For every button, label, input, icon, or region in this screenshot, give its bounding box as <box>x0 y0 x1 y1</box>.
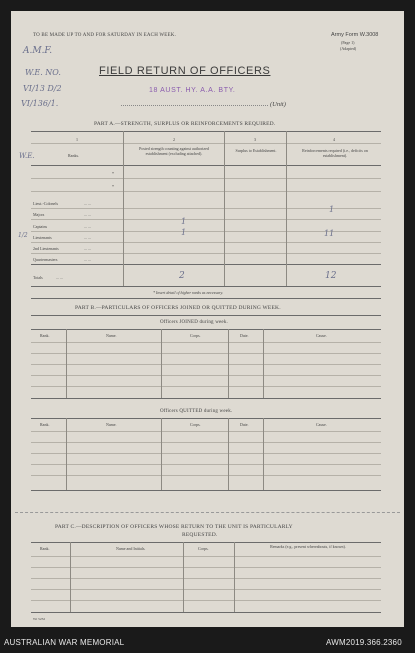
form-adapted-label: (Adapted) <box>340 46 357 51</box>
quitted-col-corps: Corps. <box>190 422 201 427</box>
asterisk-2: * <box>112 184 114 189</box>
rule <box>66 329 67 398</box>
joined-col-rank: Rank. <box>40 333 50 338</box>
handwritten-we-col: W.E. <box>19 152 35 160</box>
col-number-3: 3 <box>254 137 256 142</box>
joined-col-name: Name. <box>106 333 117 338</box>
totals-label: Totals <box>33 275 43 280</box>
form-page-label: (Page 1) <box>341 40 355 45</box>
rule <box>31 329 381 330</box>
rule <box>31 131 381 132</box>
quitted-col-rank: Rank. <box>40 422 50 427</box>
rule <box>31 298 381 299</box>
handwritten-we-no: W.E. NO. <box>25 68 61 77</box>
rule <box>228 418 229 490</box>
posted-captains: 1 <box>181 217 187 226</box>
part-c-heading-2: REQUESTED. <box>182 532 218 538</box>
rank-dots: ... ... <box>84 235 91 240</box>
rule <box>286 131 287 286</box>
rule <box>263 418 264 490</box>
quitted-col-cause: Cause. <box>316 422 327 427</box>
part-a-footnote: * Insert detail of higher ranks as necessary. <box>153 290 223 295</box>
rule <box>31 286 381 287</box>
col-number-1: 1 <box>76 137 78 142</box>
unit-stamp: 18 AUST. HY. A.A. BTY. <box>149 87 236 94</box>
joined-col-date: Date. <box>240 333 249 338</box>
joined-col-corps: Corps. <box>190 333 201 338</box>
quitted-col-name: Name. <box>106 422 117 427</box>
asterisk-1: * <box>112 171 114 176</box>
rule <box>31 143 381 144</box>
rule <box>31 556 381 557</box>
rule <box>183 542 184 612</box>
rank-label-2nd-lieutenants: 2nd Lieutenants <box>33 246 59 251</box>
rule <box>123 131 124 286</box>
form-number: Army Form W.3008 <box>331 32 379 38</box>
posted-lieutenants: 1 <box>181 228 187 237</box>
handwritten-amf: A.M.F. <box>23 46 53 56</box>
rule <box>31 191 381 192</box>
rank-label-lieutenants: Lieutenants <box>33 235 52 240</box>
rule <box>228 329 229 398</box>
rank-label-captains: Captains <box>33 224 47 229</box>
rule <box>31 431 381 432</box>
rule <box>31 375 381 376</box>
rule <box>31 398 381 399</box>
rule <box>31 567 381 568</box>
quitted-col-date: Date. <box>240 422 249 427</box>
rule <box>31 315 381 316</box>
part-c-col-rank: Rank. <box>40 546 50 551</box>
part-c-col-corps: Corps. <box>198 546 209 551</box>
unit-line <box>121 105 268 106</box>
rule <box>70 542 71 612</box>
rank-dots: ... ... <box>84 246 91 251</box>
reinf-lieutenants: 11 <box>324 229 335 238</box>
rule <box>31 542 381 543</box>
rule <box>161 418 162 490</box>
joined-col-cause: Cause. <box>316 333 327 338</box>
col-header-reinforcements: Reinforcements required (i.e., deficits on establishment). <box>302 148 368 158</box>
rule <box>31 442 381 443</box>
rule <box>31 165 381 166</box>
rule <box>31 242 381 243</box>
col-number-4: 4 <box>333 137 335 142</box>
handwritten-lieutenant-mark: 1/2 <box>18 232 28 239</box>
handwritten-ref-2: VI/136/1. <box>21 99 59 108</box>
rule <box>224 131 225 286</box>
part-b-heading: PART B.—PARTICULARS OF OFFICERS JOINED OR QUITTED DURING WEEK. <box>75 305 281 311</box>
quitted-title: Officers QUITTED during week. <box>160 409 233 414</box>
rule <box>31 364 381 365</box>
col-header-posted: Posted strength counting against authorized establishment (excluding attached). <box>139 146 209 156</box>
rule <box>31 464 381 465</box>
totals-posted: 2 <box>179 271 185 281</box>
rank-dots: ... ... <box>84 257 91 262</box>
rule <box>31 178 381 179</box>
part-c-col-name: Name and Initials. <box>116 546 146 551</box>
col-header-ranks: Ranks. <box>68 153 79 158</box>
rank-label-majors: Majors <box>33 212 45 217</box>
rule <box>31 612 381 613</box>
totals-dots: ... ... <box>56 275 63 280</box>
rule <box>31 578 381 579</box>
rank-dots: ... ... <box>84 224 91 229</box>
footer-institution: AUSTRALIAN WAR MEMORIAL <box>4 638 125 647</box>
rule <box>161 329 162 398</box>
rule <box>31 264 381 265</box>
rank-dots: ... ... <box>84 201 91 206</box>
rank-dots: ... ... <box>84 212 91 217</box>
totals-reinf: 12 <box>325 271 337 281</box>
rule <box>31 353 381 354</box>
header-instruction: TO BE MADE UP TO AND FOR SATURDAY IN EACH WEEK. <box>33 33 177 38</box>
rule <box>31 253 381 254</box>
joined-title: Officers JOINED during week. <box>160 320 228 325</box>
reinf-majors: 1 <box>329 205 335 214</box>
rule <box>31 589 381 590</box>
handwritten-ref-1: VI/13 D/2 <box>23 84 62 93</box>
rule <box>31 475 381 476</box>
part-a-heading: PART A.—STRENGTH, SURPLUS OR REINFORCEMENTS REQUIRED. <box>94 121 276 127</box>
print-number: Wt 5232 <box>33 617 46 621</box>
col-header-surplus: Surplus to Establishment. <box>235 148 277 153</box>
rule <box>31 453 381 454</box>
rule <box>66 418 67 490</box>
rule <box>31 386 381 387</box>
rule <box>31 418 381 419</box>
rule <box>31 600 381 601</box>
rank-label-lieut-colonels: Lieut.-Colonels <box>33 201 58 206</box>
rule <box>31 219 381 220</box>
part-c-col-remarks: Remarks (e.g., present whereabouts, if known). <box>270 544 346 549</box>
rule <box>15 512 400 513</box>
rank-label-quartermasters: Quartermasters <box>33 257 58 262</box>
rule <box>263 329 264 398</box>
form-title: FIELD RETURN OF OFFICERS <box>99 65 271 77</box>
rule <box>31 342 381 343</box>
rule <box>234 542 235 612</box>
footer-accession-number: AWM2019.366.2360 <box>326 638 402 647</box>
part-c-heading-1: PART C.—DESCRIPTION OF OFFICERS WHOSE RETURN TO THE UNIT IS PARTICULARLY <box>55 524 293 530</box>
rule <box>31 490 381 491</box>
col-number-2: 2 <box>173 137 175 142</box>
unit-label: (Unit) <box>270 101 286 108</box>
